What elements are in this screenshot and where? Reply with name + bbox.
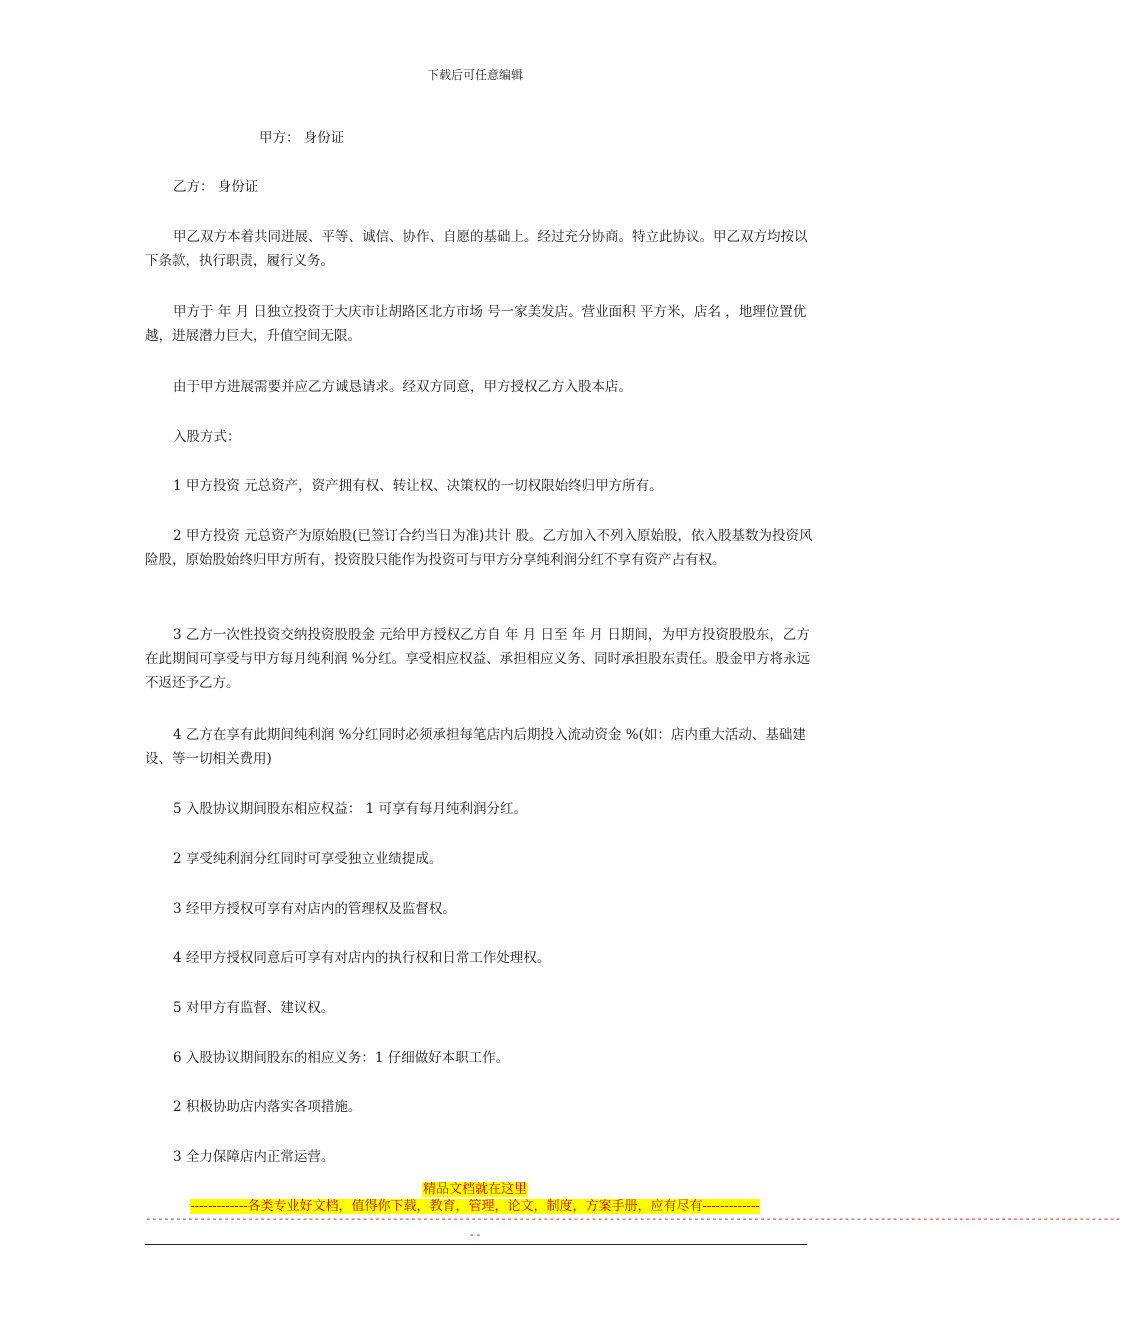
header-note: 下载后可任意编辑 <box>426 68 523 82</box>
rights-item-3: 3 经甲方授权可享有对店内的管理权及监督权。 <box>173 901 456 917</box>
clause-3: 3 乙方一次性投资交纳投资股股金 元给甲方授权乙方自 年 月 日至 年 月 日期间，为甲方投资股股东，乙方在此期间可享受与甲方每月纯利润 %分红。享受相应权益、承担相应义务、同时承担股东责任。股金甲方将永远不返还予乙方。 <box>145 627 811 691</box>
share-method-heading: 入股方式： <box>173 429 241 445</box>
investment-paragraph: 甲方于 年 月 日独立投资于大庆市让胡路区北方市场 号一家美发店。营业面积 平方米，店名 ，地理位置优越，进展潜力巨大，升值空间无限。 <box>145 304 807 344</box>
party-b-line: 乙方： 身份证 <box>173 179 259 195</box>
rights-item-4: 4 经甲方授权同意后可享有对店内的执行权和日常工作处理权。 <box>173 950 551 966</box>
duties-item-3: 3 全力保障店内正常运营。 <box>173 1149 335 1165</box>
footer-dashed-tail: -- <box>468 1228 482 1241</box>
clause-2: 2 甲方投资 元总资产为原始股(已签订合约当日为准)共计 股。乙方加入不列入原始股，依入股基数为投资风险股，原始股始终归甲方所有，投资股只能作为投资可与甲方分享纯利润分红不享有资产占有权。 <box>145 528 813 568</box>
clause-6-duties: 6 入股协议期间股东的相应义务：1 仔细做好本职工作。 <box>173 1050 510 1066</box>
duties-item-2: 2 积极协助店内落实各项措施。 <box>173 1099 362 1115</box>
footer-title-text: 精品文档就在这里 <box>422 1182 527 1197</box>
authorization-paragraph: 由于甲方进展需要并应乙方诚恳请求。经双方同意，甲方授权乙方入股本店。 <box>173 379 632 395</box>
rights-item-2: 2 享受纯利润分红同时可享受独立业绩提成。 <box>173 851 443 867</box>
footer-rule <box>145 1244 807 1245</box>
clause-4: 4 乙方在享有此期间纯利润 %分红同时必须承担每笔店内后期投入流动资金 %(如：店内重大活动、基础建设、等一切相关费用) <box>145 727 806 767</box>
intro-paragraph: 甲乙双方本着共同进展、平等、诚信、协作、自愿的基础上。经过充分协商。特立此协议。甲乙双方均按以下条款，执行职责，履行义务。 <box>145 229 808 269</box>
footer-subtitle-text: -------------各类专业好文档，值得你下载，教育，管理，论文，制度，方案手册，应有尽有------------- <box>190 1199 760 1214</box>
rights-item-5: 5 对甲方有监督、建议权。 <box>173 1000 335 1016</box>
footer-dashed-line: ------------------------------------------------------------------------------------------------------------------------------------------------------------------ <box>145 1212 1121 1225</box>
party-a-line: 甲方： 身份证 <box>259 130 345 146</box>
clause-1: 1 甲方投资 元总资产，资产拥有权、转让权、决策权的一切权限始终归甲方所有。 <box>173 478 663 494</box>
clause-5-rights: 5 入股协议期间股东相应权益： 1 可享有每月纯利润分红。 <box>173 801 528 817</box>
